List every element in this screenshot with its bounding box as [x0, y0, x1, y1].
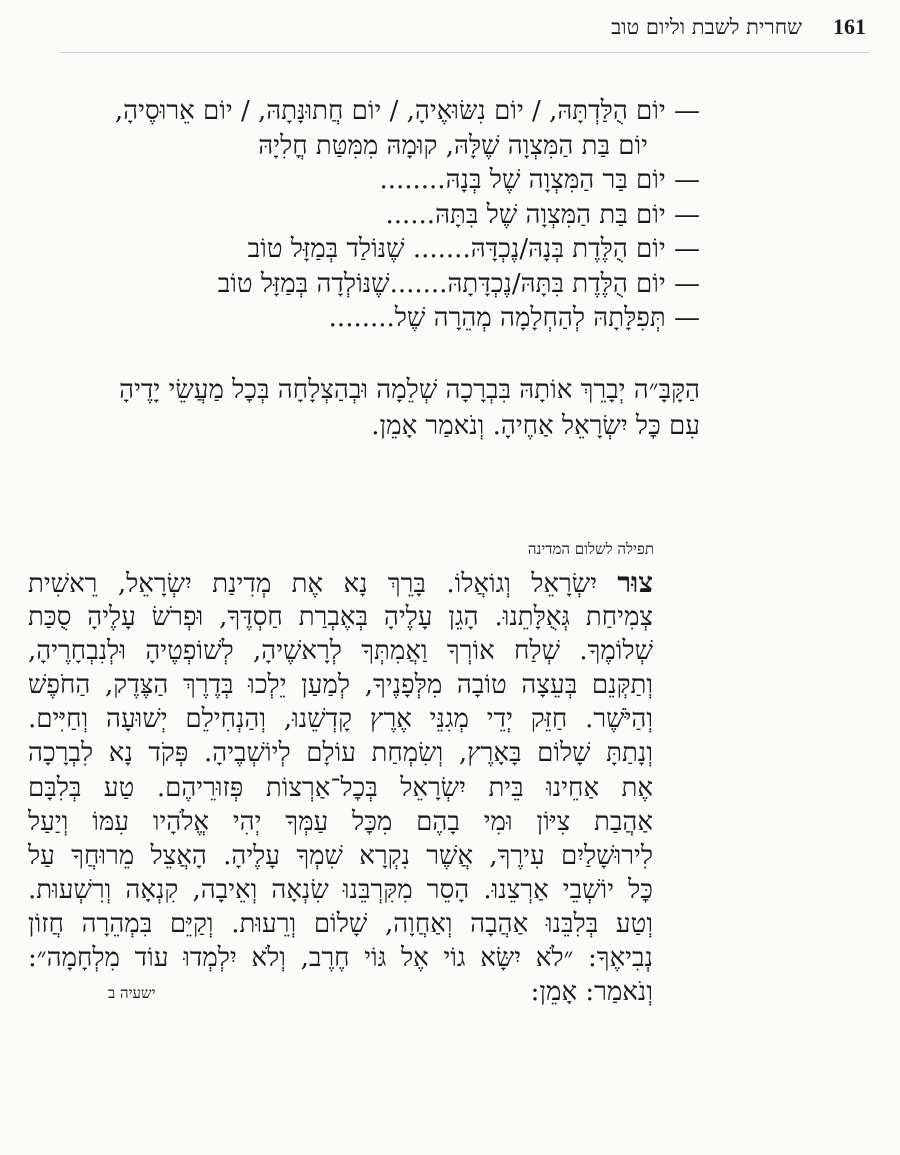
blessing-line: יוֹם בַּת הַמִּצְוָה שֶׁלָּהּ, קוּמָהּ מִמִּטַּת חֳלִיָהּ	[258, 130, 648, 161]
blessing-line: — תְּפִלָּתָהּ לְהַחְלָמָה מְהֵרָה שֶׁל........	[328, 303, 700, 333]
prayer-line: שְׁלוֹמֶךָ. שְׁלַח אוֹרְךָ וַאֲמִתְּךָ לְרָאשֶׁיהָ, לְשׁוֹפְטֶיהָ וּלְנִבְחָרֶיהָ,	[28, 636, 653, 667]
closing-blessing	[80, 372, 700, 444]
prayer-line: נְבִיאֶךָ: ״לֹא יִשָּׂא גוֹי אֶל גּוֹי חֶרֶב, וְלֹא יִלְמְדוּ עוֹד מִלְחָמָה״:	[28, 943, 653, 974]
prayer-line: וְהַיֹּשֶׁר. חַזֵּק יְדֵי מְגִנֵּי אֶרֶץ קָדְשֵׁנוּ, וְהַנְחִילֵם יְשׁוּעָה וְחַיִּים.	[28, 704, 653, 735]
blessing-list	[90, 94, 700, 336]
prayer-line: וְנֹאמַר: אָמֵן:	[530, 977, 653, 1008]
prayer-line: צְמִיחַת גְּאֻלָּתֵנוּ. הָגֵן עָלֶיהָ בְּאֶבְרַת חַסְדֶּךָ, וּפְרֹשׂ עָלֶיהָ סֻכַּת	[28, 602, 653, 633]
blessing-line: — יוֹם הֻלֶּדֶת בִּתָּהּ/נֶכְדָּתָהּ.......שֶׁנּוֹלְדָה בְּמַזָּל טוֹב	[217, 268, 700, 299]
prayer-line: וְטַע בְּלִבֵּנוּ אַהֲבָה וְאַחֲוָה, שָׁלוֹם וְרֵעוּת. וְקַיֵּם בִּמְהֵרָה חֲזוֹן	[28, 908, 653, 939]
prayer-line: אֶת אַחֵינוּ בֵּית יִשְׂרָאֵל בְּכׇל־אַרְצוֹת פְּזוּרֵיהֶם. טַע בְּלִבָּם	[28, 772, 653, 803]
margin-note: ישעיה ב	[108, 984, 156, 1002]
prayer-line: כׇּל יוֹשְׁבֵי אַרְצֵנוּ. הָסֵר מִקִּרְבֵּנוּ שִׂנְאָה וְאֵיבָה, קִנְאָה וְרִשְׁעוּת.	[28, 874, 653, 905]
state-prayer-text	[28, 566, 653, 1009]
blessing-line: — יוֹם בַּר הַמִּצְוָה שֶׁל בְּנָהּ........	[379, 165, 700, 195]
closing-line: עִם כׇּל יִשְׂרָאֵל אַחֶיהָ. וְנֹאמַר אָמֵן.	[371, 411, 700, 441]
page-number: 161	[833, 14, 866, 39]
prayer-line: וְתַקְּנֵם בְּעֵצָה טוֹבָה מִלְּפָנֶיךָ, לְמַעַן יֵלְכוּ בְּדֶרֶךְ הַצֶּדֶק, הַחֹפֶשׁ	[28, 670, 653, 701]
prayer-line	[28, 566, 653, 600]
prayer-line: אַהֲבַת צִיּוֹן וּמִי בָהֶם מִכׇּל עַמְּךָ יְהִי אֱלֹהָיו עִמּוֹ וְיַעַל	[28, 806, 653, 837]
section-title: תפילה לשלום המדינה	[527, 540, 654, 558]
prayer-line: לִירוּשָׁלַיִם עִירֶךָ, אֲשֶׁר נִקְרָא שִׁמְךָ עָלֶיהָ. הָאֲצֵל מֵרוּחֲךָ עַל	[28, 840, 653, 871]
closing-line: הַקָּבָּ״ה יְבָרֵךְ אוֹתָהּ בִּבְרָכָה שְׁלֵמָה וּבְהַצְלָחָה בְּכׇל מַעֲשֵׂי יָדֶיהָ	[119, 375, 700, 405]
header-divider	[60, 52, 870, 53]
opening-word: צוּר	[617, 566, 653, 599]
running-head: שחרית לשבת וליום טוב	[611, 15, 802, 39]
blessing-line: — יוֹם הֻלַּדְתָּהּ, / יוֹם נִשּׂוּאֶיהָ, / יוֹם חֲתוּנָּתָהּ, / יוֹם אֵרוּסֶיהָ,	[114, 96, 700, 126]
prayer-line: וְנָתַתָּ שָׁלוֹם בָּאָרֶץ, וְשִׂמְחַת עוֹלָם לְיוֹשְׁבֶיהָ. פְּקֹד נָא לִבְרָכָה	[28, 738, 653, 769]
prayer-line-text: יִשְׂרָאֵל וְגוֹאֲלוֹ. בָּרֵךְ נָא אֶת מְדִינַת יִשְׂרָאֵל, רֵאשִׁית	[28, 569, 618, 599]
blessing-line: — יוֹם בַּת הַמִּצְוָה שֶׁל בִּתָּהּ......	[385, 199, 700, 230]
blessing-line: — יוֹם הֻלֶּדֶת בְּנָהּ/נֶכְדָּהּ....... שֶׁנּוֹלַד בְּמַזָּל טוֹב	[247, 234, 700, 264]
